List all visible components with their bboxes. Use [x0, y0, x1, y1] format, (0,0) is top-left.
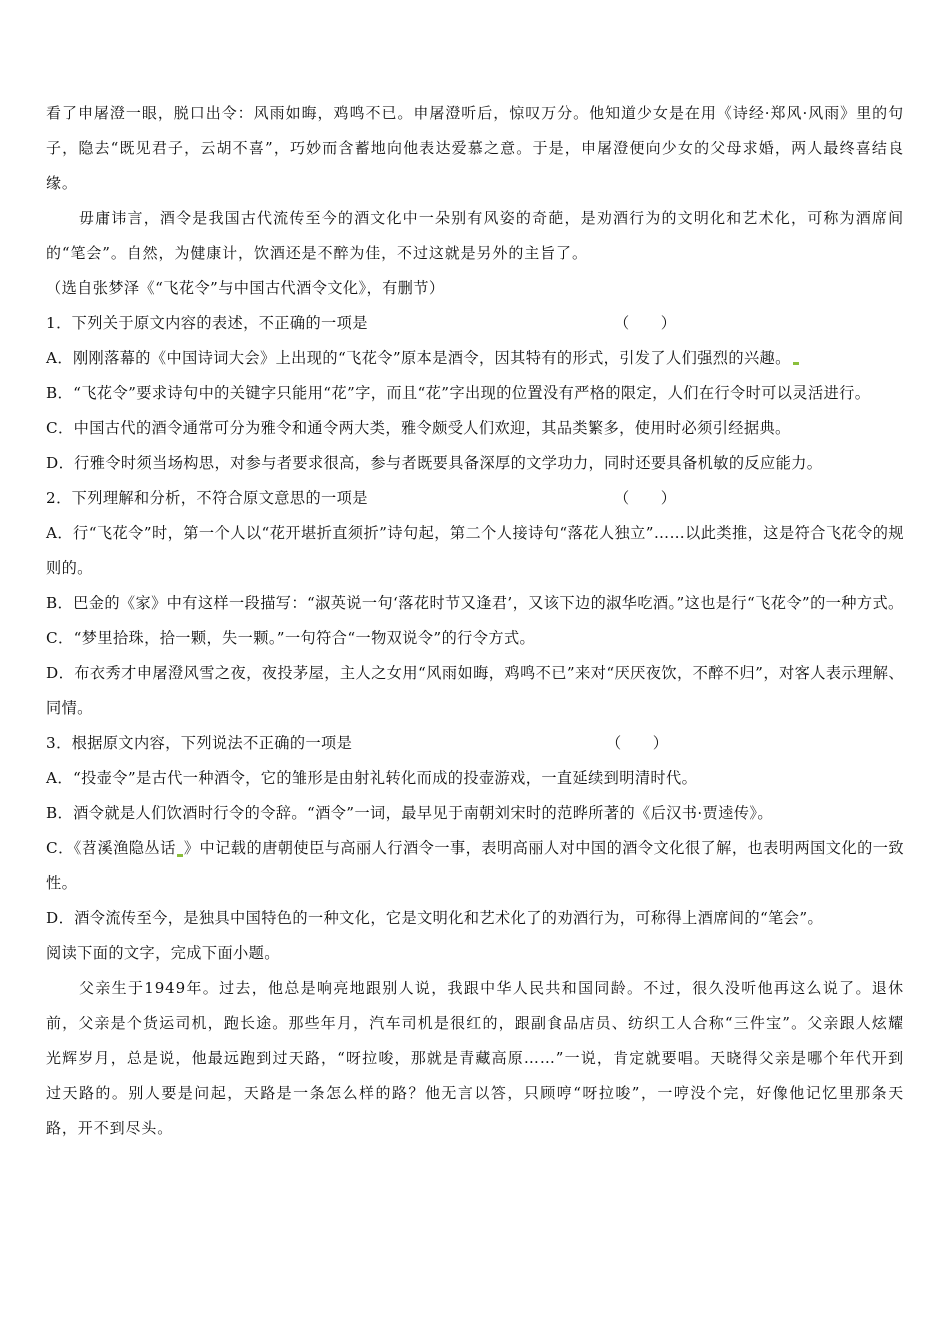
answer-parentheses: （ ）	[614, 489, 677, 507]
question-stem-text: 2．下列理解和分析，不符合原文意思的一项是	[46, 489, 368, 507]
question-3-option-d: D．酒令流传至今，是独具中国特色的一种文化，它是文明化和艺术化了的劝酒行为，可称得上酒席间的“笔会”。	[46, 909, 824, 927]
passage1-source: （选自张梦泽《“飞花令”与中国古代酒令文化》，有删节）	[46, 279, 445, 297]
question-3-stem	[46, 726, 904, 761]
question-3-option-b: B．酒令就是人们饮酒时行令的令辞。“酒令”一词，最早见于南朝刘宋时的范晔所著的《后汉书·贾逵传》。	[46, 804, 773, 822]
question-3-option-c	[46, 831, 904, 901]
question-2-option-d: D．布衣秀才申屠澄风雪之夜，夜投茅屋，主人之女用“风雨如晦，鸡鸣不已”来对“厌厌夜饮，不醉不归”，对客人表示理解、同情。	[46, 664, 904, 717]
question-stem-text: 3．根据原文内容，下列说法不正确的一项是	[46, 734, 353, 752]
option-text: A．刚刚落幕的《中国诗词大会》上出现的“飞花令”原本是酒令，因其特有的形式，引发了人们强烈的兴趣。	[46, 349, 791, 367]
question-2-option-c: C．“梦里拾珠，拾一颗，失一颗。”一句符合“一物双说令”的行令方式。	[46, 629, 536, 647]
question-1-option-b: B．“飞花令”要求诗句中的关键字只能用“花”字，而且“花”字出现的位置没有严格的限定，人们在行令时可以灵活进行。	[46, 384, 871, 402]
question-2-option-a: A．行“飞花令”时，第一个人以“花开堪折直须折”诗句起，第二个人接诗句“落花人独立”……以此类推，这是符合飞花令的规则的。	[46, 524, 904, 577]
question-1-option-a	[46, 341, 904, 376]
annotation-mark-icon	[793, 362, 799, 365]
question-1-option-c: C．中国古代的酒令通常可分为雅令和通令两大类，雅令颇受人们欢迎，其品类繁多，使用时必须引经据典。	[46, 419, 791, 437]
answer-parentheses: （ ）	[614, 314, 677, 332]
question-stem-text: 1．下列关于原文内容的表述，不正确的一项是	[46, 314, 368, 332]
question-1-stem	[46, 306, 904, 341]
question-2-option-b: B．巴金的《家》中有这样一段描写：“淑英说一句‘落花时节又逢君’，又该下边的淑华吃酒。”这也是行“飞花令”的一种方式。	[46, 594, 904, 612]
question-3-option-a: A．“投壶令”是古代一种酒令，它的雏形是由射礼转化而成的投壶游戏，一直延续到明清时代。	[46, 769, 698, 787]
option-text-part1: C．《苕溪渔隐丛话	[46, 839, 176, 857]
answer-parentheses: （ ）	[606, 734, 669, 752]
passage2-paragraph-1: 父亲生于1949年。过去，他总是响亮地跟别人说，我跟中华人民共和国同龄。不过，很久没听他再这么说了。退休前，父亲是个货运司机，跑长途。那些年月，汽车司机是很红的，跟副食品店员、纺织工人合称“三件宝”。父亲跟人炫耀光辉岁月，总是说，他最远跑到过天路，“呀拉唆，那就是青藏高原……”一说，肯定就要唱。天晓得父亲是哪个年代开到过天路的。别人要是问起，天路是一条怎么样的路？他无言以答，只顾哼“呀拉唆”，一哼没个完，好像他记忆里那条天路，开不到尽头。	[46, 979, 904, 1137]
option-text-part2: 》中记载的唐朝使臣与高丽人行酒令一事，表明高丽人对中国的酒令文化很了解，也表明两国文化的一致性。	[46, 839, 904, 892]
reading-instruction: 阅读下面的文字，完成下面小题。	[46, 944, 280, 962]
question-1-option-d: D．行雅令时须当场构思，对参与者要求很高，参与者既要具备深厚的文学功力，同时还要具备机敏的反应能力。	[46, 454, 823, 472]
question-2-stem	[46, 481, 904, 516]
passage1-paragraph-end: 看了申屠澄一眼，脱口出令：风雨如晦，鸡鸣不已。申屠澄听后，惊叹万分。他知道少女是在用《诗经·郑风·风雨》里的句子，隐去“既见君子，云胡不喜”，巧妙而含蓄地向他表达爱慕之意。于是，申屠澄便向少女的父母求婚，两人最终喜结良缘。	[46, 104, 904, 192]
document-content	[46, 96, 904, 1146]
passage1-paragraph-last: 毋庸讳言，酒令是我国古代流传至今的酒文化中一朵别有风姿的奇葩，是劝酒行为的文明化和艺术化，可称为酒席间的“笔会”。自然，为健康计，饮酒还是不醉为佳，不过这就是另外的主旨了。	[46, 209, 904, 262]
annotation-mark-icon	[177, 854, 183, 857]
